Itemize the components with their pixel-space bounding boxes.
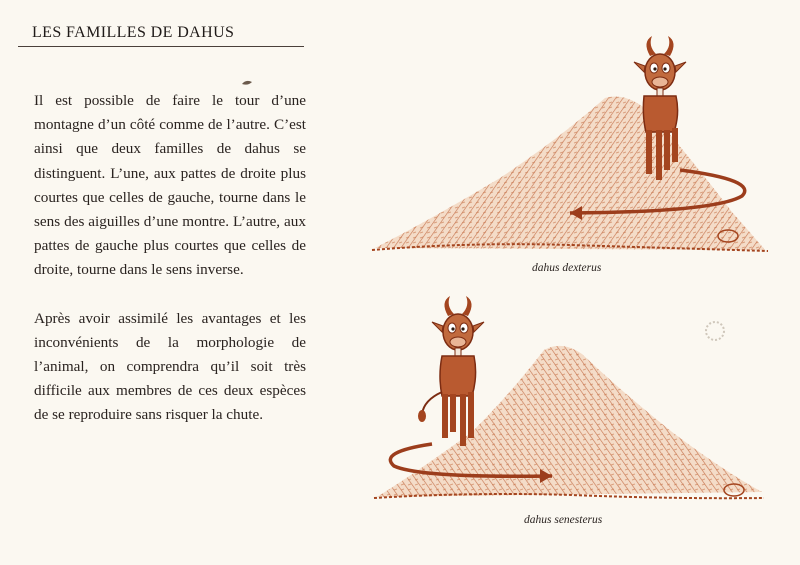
dahus-dexterus-illustration bbox=[370, 30, 770, 260]
goat-icon bbox=[418, 296, 484, 446]
caption-dahus-dexterus: dahus dexterus bbox=[532, 262, 602, 274]
paragraph-1: Il est possible de faire le tour d’une montagne d’un côté comme de l’autre. C’est ainsi que deux familles de dahus se distinguent. L’une, aux pattes de droite plus courtes que celles de gauche, tourne dans le sens des aiguilles d’une montre. L’autre, aux pattes de gauche plus courtes que celles de droite, tourne dans le sens inverse. bbox=[34, 92, 306, 279]
title-rule bbox=[18, 46, 304, 47]
dahus-senesterus-illustration bbox=[372, 292, 772, 512]
body-text bbox=[34, 89, 306, 428]
mountain-icon bbox=[374, 346, 764, 498]
paragraph-2: Après avoir assimilé les avantages et les inconvénients de la morphologie de l’animal, on comprendra qu’il soit très difficile aux membres de ces deux espèces de se reproduire sans risquer la chute. bbox=[34, 309, 306, 424]
caption-dahus-senesterus: dahus senesterus bbox=[524, 514, 603, 526]
ink-speck-icon bbox=[240, 78, 254, 88]
page-title: LES FAMILLES DE DAHUS bbox=[32, 24, 235, 41]
